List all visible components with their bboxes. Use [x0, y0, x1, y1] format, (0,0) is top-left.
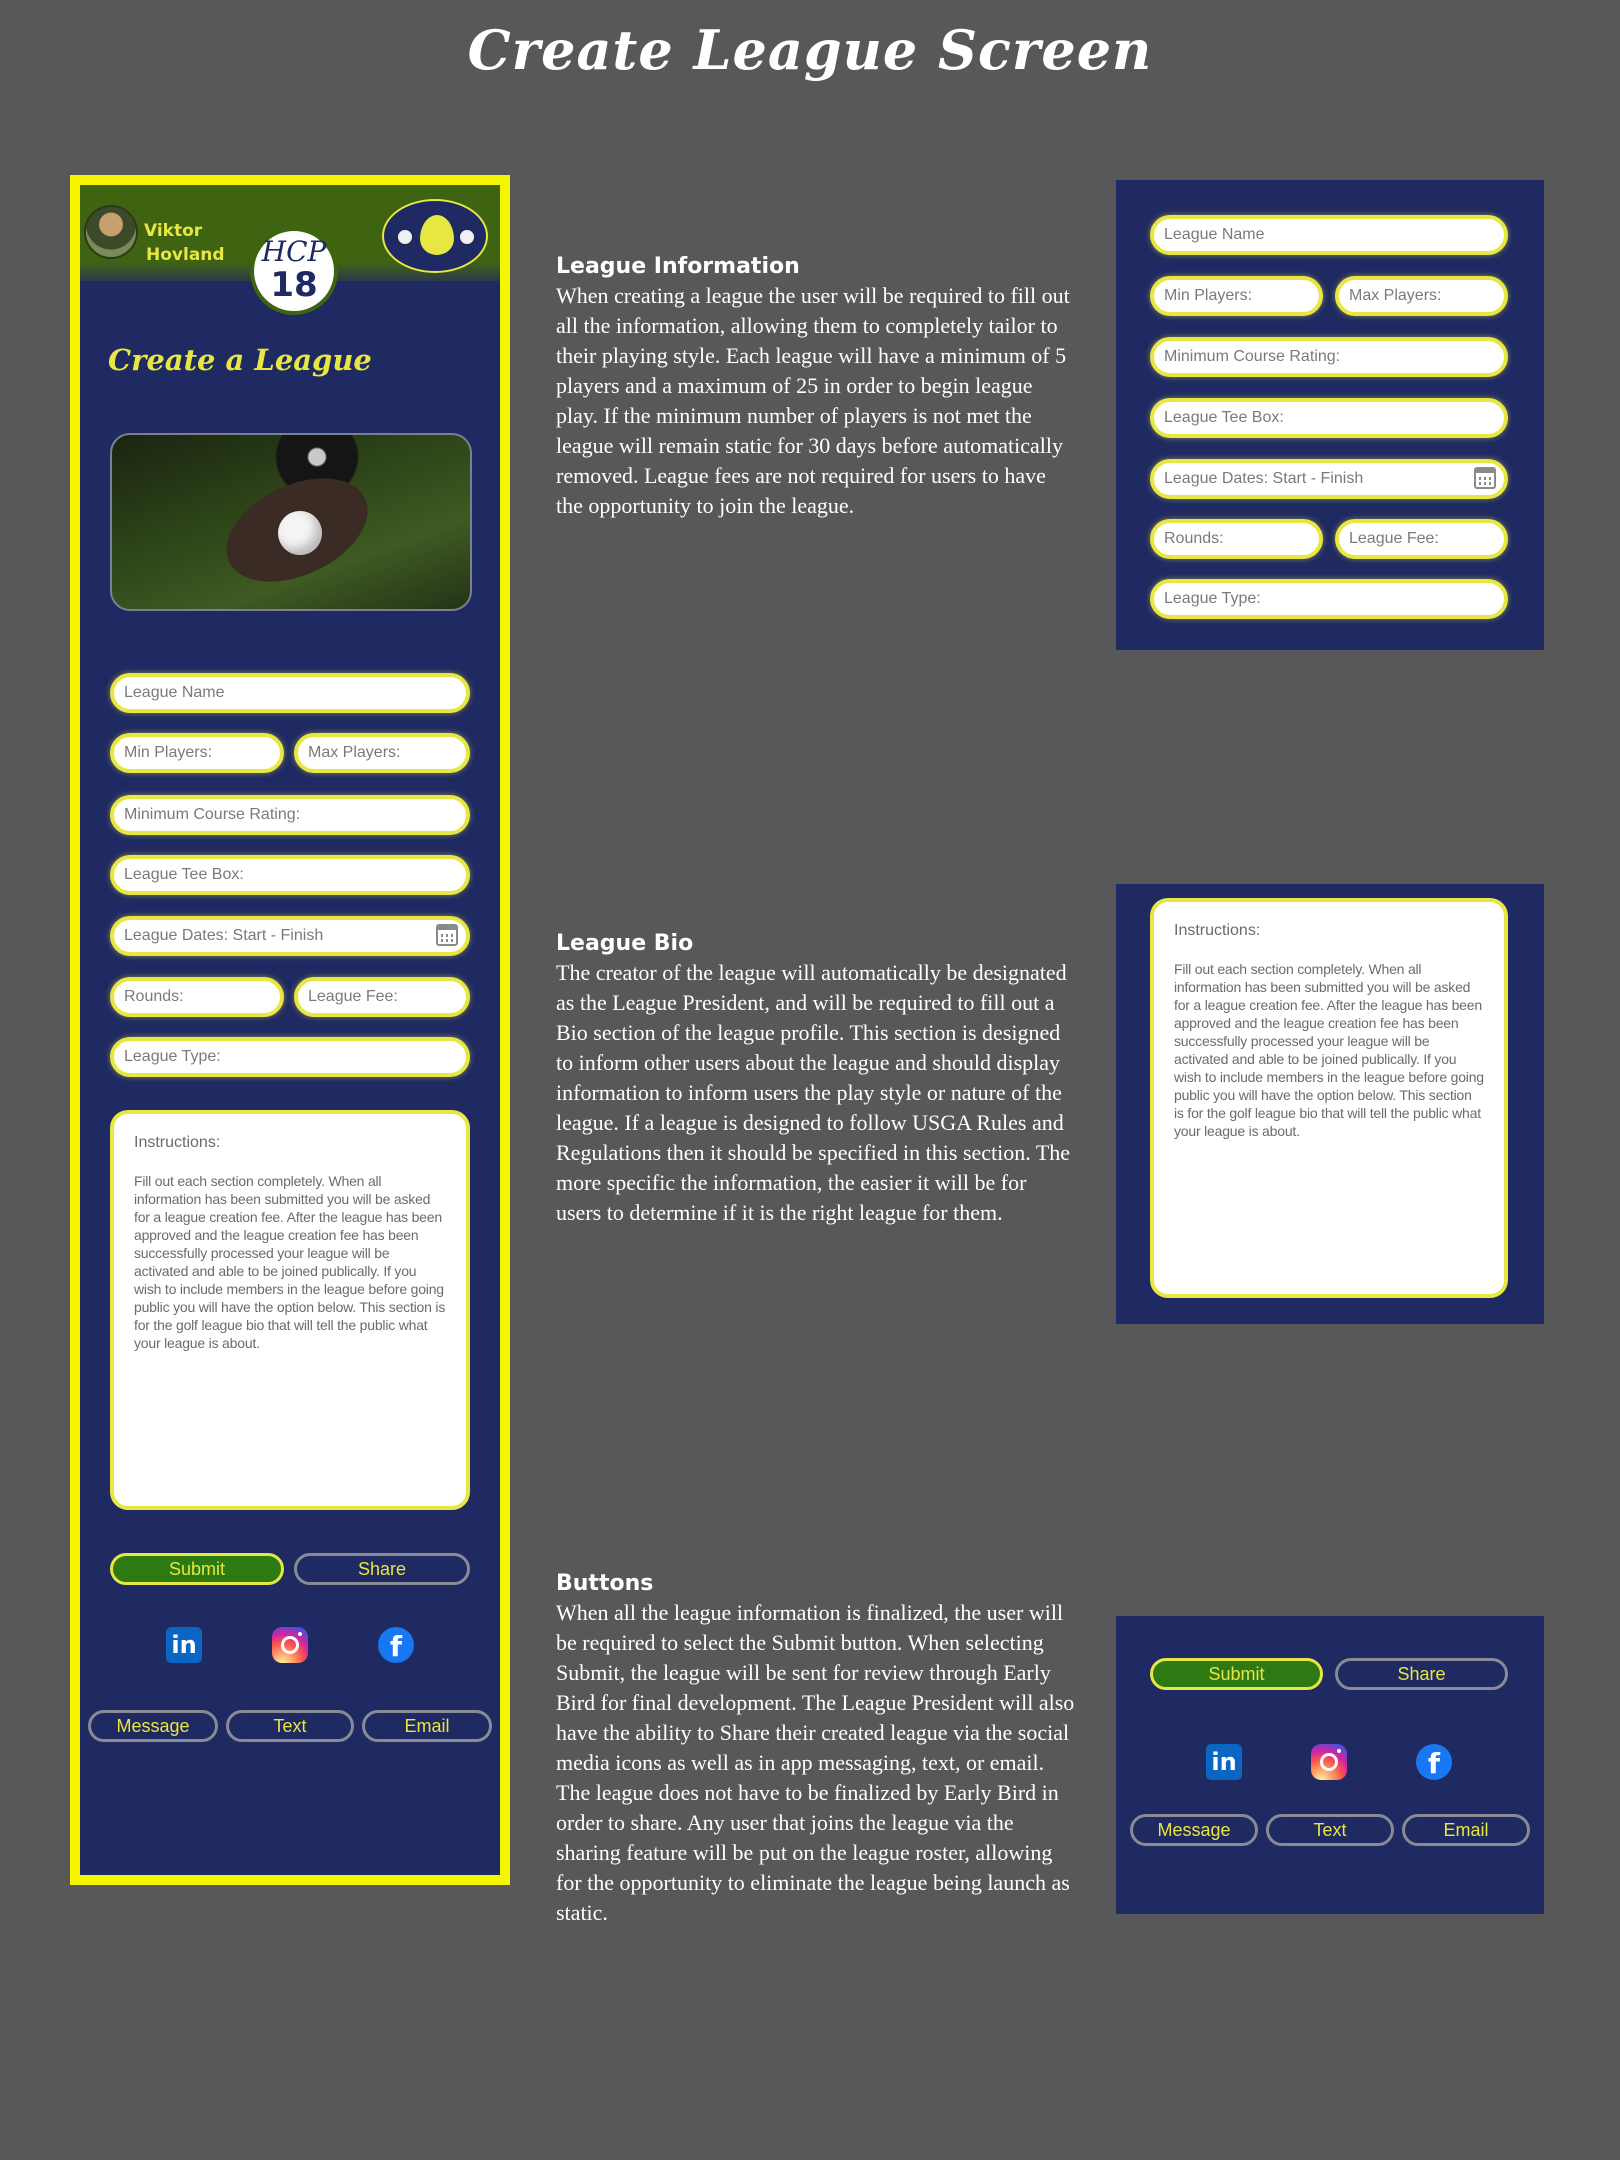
linkedin-icon[interactable]: in — [1206, 1744, 1242, 1780]
league-name-input[interactable]: League Name — [1150, 215, 1508, 255]
max-players-input[interactable]: Max Players: — [1335, 276, 1508, 316]
league-bio-section — [556, 930, 1076, 1228]
rounds-input[interactable]: Rounds: — [1150, 519, 1323, 559]
share-button[interactable]: Share — [294, 1553, 470, 1585]
buttons-section — [556, 1570, 1076, 1928]
instructions-label: Instructions: — [134, 1134, 221, 1151]
facebook-icon[interactable]: f — [378, 1627, 414, 1663]
min-players-input[interactable]: Min Players: — [110, 733, 284, 773]
calendar-icon[interactable] — [1474, 467, 1496, 489]
min-course-rating-input[interactable]: Minimum Course Rating: — [110, 795, 470, 835]
hcp-badge — [250, 227, 338, 315]
instructions-label: Instructions: — [1174, 922, 1261, 939]
email-button[interactable]: Email — [1402, 1814, 1530, 1846]
page-title: Create League Screen — [467, 18, 1153, 82]
message-button[interactable]: Message — [1130, 1814, 1258, 1846]
league-information-section — [556, 253, 1076, 521]
tee-box-input[interactable]: League Tee Box: — [110, 855, 470, 895]
instructions-text: Fill out each section completely. When all information has been submitted you will be asked for a league creation fee. After the league has been approved and the league creation fee has been successfully processed your league will be activated and able to be joined publically. If you wish to include members in the league before going public you will have the option below. This section is for the golf league bio that will tell the public what your league is about. — [134, 1173, 446, 1351]
calendar-icon[interactable] — [436, 924, 458, 946]
linkedin-icon[interactable]: in — [166, 1627, 202, 1663]
instagram-icon[interactable] — [272, 1627, 308, 1663]
min-players-input[interactable]: Min Players: — [1150, 276, 1323, 316]
text-button[interactable]: Text — [1266, 1814, 1394, 1846]
rounds-input[interactable]: Rounds: — [110, 977, 284, 1017]
instructions-textarea[interactable] — [1150, 898, 1508, 1298]
user-last-name: Hovland — [146, 245, 225, 265]
user-name — [144, 219, 244, 267]
phone-mockup — [70, 175, 510, 1885]
section-body: When creating a league the user will be required to fill out all the information, allowing them to completely tailor to their playing style. Each league will have a minimum of 5 players and a maximum of 25 in order to begin league play. If the minimum number of players is not met the league will remain static for 30 days before automatically removed. League fees are not required for users to have the opportunity to join the league. — [556, 283, 1070, 518]
instructions-textarea[interactable] — [110, 1110, 470, 1510]
league-type-input[interactable]: League Type: — [1150, 579, 1508, 619]
instagram-icon[interactable] — [1311, 1744, 1347, 1780]
text-button[interactable]: Text — [226, 1710, 354, 1742]
user-first-name: Viktor — [144, 221, 203, 241]
submit-button[interactable]: Submit — [110, 1553, 284, 1585]
hcp-value: 18 — [270, 265, 318, 305]
league-dates-label: League Dates: Start - Finish — [124, 927, 324, 944]
screen-title: Create a League — [108, 343, 372, 377]
max-players-input[interactable]: Max Players: — [294, 733, 470, 773]
league-type-input[interactable]: League Type: — [110, 1037, 470, 1077]
form-fields-panel — [1116, 180, 1544, 650]
early-bird-logo-icon[interactable] — [382, 199, 488, 273]
league-fee-input[interactable]: League Fee: — [1335, 519, 1508, 559]
facebook-icon[interactable]: f — [1416, 1744, 1452, 1780]
buttons-panel — [1116, 1616, 1544, 1914]
message-button[interactable]: Message — [88, 1710, 218, 1742]
league-name-input[interactable]: League Name — [110, 673, 470, 713]
avatar[interactable] — [84, 205, 138, 259]
section-title: League Information — [556, 254, 800, 279]
instructions-text: Fill out each section completely. When all information has been submitted you will be asked for a league creation fee. After the league has been approved and the league creation fee has been successfully processed your league will be activated and able to be joined publically. If you wish to include members in the league before going public you will have the option below. This section is for the golf league bio that will tell the public what your league is about. — [1174, 961, 1484, 1139]
league-photo — [110, 433, 472, 611]
submit-button[interactable]: Submit — [1150, 1658, 1323, 1690]
section-title: Buttons — [556, 1571, 654, 1596]
bio-panel — [1116, 884, 1544, 1324]
section-body: The creator of the league will automatically be designated as the League President, and will be required to fill out a Bio section of the league profile. This section is designed to inform other users about the league and should display information to inform users the play style or nature of the league. If a league is designed to follow USGA Rules and Regulations then it should be specified in this section. The more specific the information, the easier it will be for users to determine if it is the right league for them. — [556, 960, 1071, 1225]
min-course-rating-input[interactable]: Minimum Course Rating: — [1150, 337, 1508, 377]
section-title: League Bio — [556, 931, 694, 956]
league-dates-label: League Dates: Start - Finish — [1164, 470, 1364, 487]
hcp-label: HCP — [261, 235, 327, 268]
email-button[interactable]: Email — [362, 1710, 492, 1742]
section-body: When all the league information is finalized, the user will be required to select the Submit button. When selecting Submit, the league will be sent for review through Early Bird for final development. The League President will also have the ability to Share their created league via the social media icons as well as in app messaging, text, or email. The league does not have to be finalized by Early Bird in order to share. Any user that joins the league via the sharing feature will be put on the league roster, allowing for the opportunity to eliminate the league being launch as static. — [556, 1600, 1075, 1925]
share-button[interactable]: Share — [1335, 1658, 1508, 1690]
league-dates-input[interactable] — [110, 916, 470, 956]
league-fee-input[interactable]: League Fee: — [294, 977, 470, 1017]
tee-box-input[interactable]: League Tee Box: — [1150, 398, 1508, 438]
league-dates-input[interactable] — [1150, 459, 1508, 499]
